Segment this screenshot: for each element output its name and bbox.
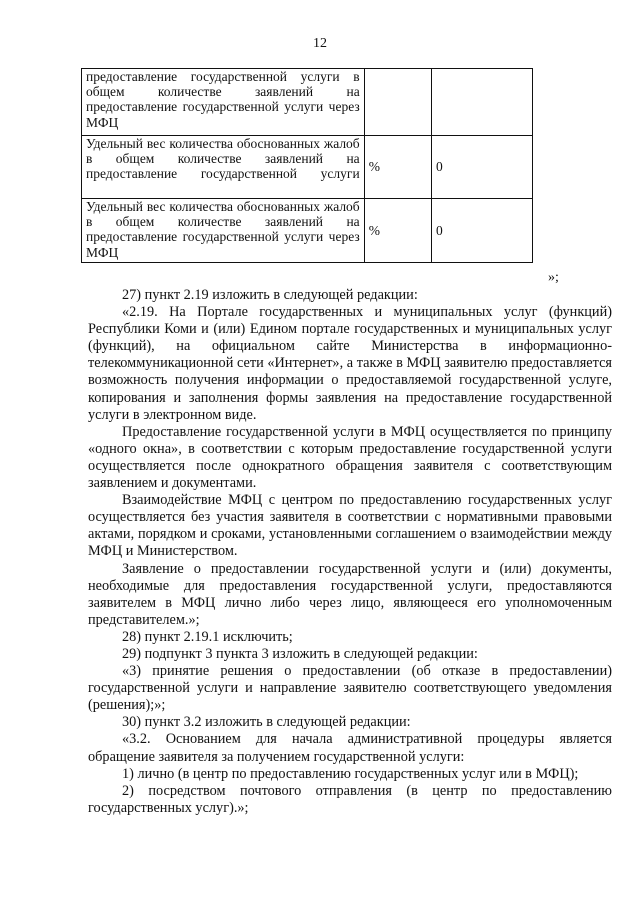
table-cell-unit: % <box>364 199 431 263</box>
indicators-table <box>81 68 533 263</box>
paragraph: 30) пункт 3.2 изложить в следующей редакции: <box>122 714 411 731</box>
document-body <box>88 287 612 817</box>
table-closing-mark: »; <box>548 270 559 285</box>
paragraph: Взаимодействие МФЦ с центром по предоставлению государственных услуг осуществляется без участия заявителя в соответствии с нормативными правовыми актами, порядком и сроками, установленными соглашением о взаимодействии между МФЦ и Министерством. <box>88 492 612 560</box>
paragraph: «3) принятие решения о предоставлении (об отказе в предоставлении) государственной услуги и направление заявителю соответствующего уведомления (решения);»; <box>88 663 612 714</box>
paragraph: «2.19. На Портале государственных и муниципальных услуг (функций) Республики Коми и (или) Едином портале государственных и муниципальных услуг (функций), на официальном сайте Министерства в информационно-телекоммуникационной сети «Интернет», а также в МФЦ заявителю предоставляется возможность получения информации о предоставляемой государственной услуге, копирования и заполнения формы заявления на предоставление государственной услуги в электронном виде. <box>88 304 612 423</box>
table-cell-description: предоставление государственной услуги в общем количестве заявлений на предоставление государственной услуги через МФЦ <box>82 69 365 136</box>
table-cell-description: Удельный вес количества обоснованных жалоб в общем количестве заявлений на предоставление государственной услуги через МФЦ <box>82 199 365 263</box>
table-row <box>82 69 533 136</box>
table-row <box>82 199 533 263</box>
table-row <box>82 136 533 199</box>
paragraph: Заявление о предоставлении государственной услуги и (или) документы, необходимые для предоставления государственной услуги, предоставляются заявителем в МФЦ лично либо через лицо, являющееся его уполномоченным представителем.»; <box>88 560 612 628</box>
paragraph: 29) подпункт 3 пункта 3 изложить в следующей редакции: <box>122 645 478 662</box>
page-number: 12 <box>313 36 327 51</box>
table-cell-value: 0 <box>432 199 533 263</box>
paragraph: 1) лично (в центр по предоставлению государственных услуг или в МФЦ); <box>122 765 579 782</box>
table-cell-unit <box>364 69 431 136</box>
table-cell-value: 0 <box>432 136 533 199</box>
paragraph: «3.2. Основанием для начала административной процедуры является обращение заявителя за получением государственной услуги: <box>88 731 612 765</box>
paragraph: 27) пункт 2.19 изложить в следующей редакции: <box>122 287 418 303</box>
table-cell-unit: % <box>364 136 431 199</box>
paragraph: 2) посредством почтового отправления (в центр по предоставлению государственных услуг).»; <box>88 782 612 816</box>
table-cell-value <box>432 69 533 136</box>
paragraph: 28) пункт 2.19.1 исключить; <box>122 628 293 645</box>
table-cell-description: Удельный вес количества обоснованных жалоб в общем количестве заявлений на предоставление государственной услуги <box>82 136 365 199</box>
paragraph: Предоставление государственной услуги в МФЦ осуществляется по принципу «одного окна», в соответствии с которым предоставление государственной услуги осуществляется после однократного обращения заявителя с соответствующим заявлением и документами. <box>88 423 612 492</box>
